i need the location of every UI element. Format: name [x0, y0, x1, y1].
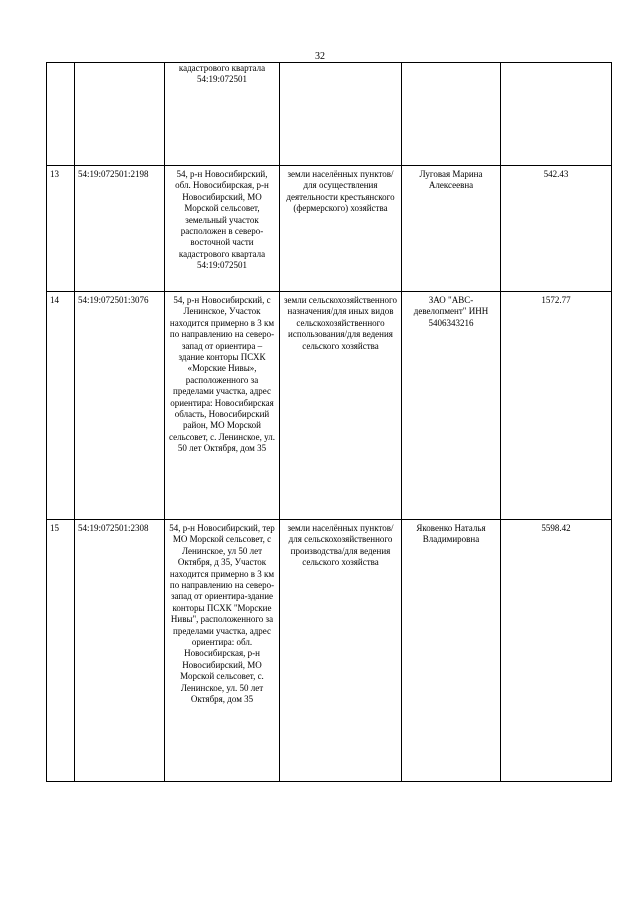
address-cell: кадастрового квартала 54:19:072501 — [165, 63, 280, 166]
address-cell: 54, р-н Новосибирский, обл. Новосибирская, р-н Новосибирский, МО Морской сельсовет, земельный участок расположен в северо-восточной части кадастрового квартала 54:19:072501 — [165, 166, 280, 292]
table-row — [47, 166, 612, 292]
table-row — [47, 520, 612, 782]
land-category-cell: земли сельскохозяйственного назначения/для иных видов сельскохозяйственного использования/для ведения сельского хозяйства — [280, 292, 402, 520]
area-cell — [501, 63, 612, 166]
owner-cell — [402, 63, 501, 166]
cadastral-number — [75, 63, 165, 166]
owner-cell: Яковенко Наталья Владимировна — [402, 520, 501, 782]
table-row — [47, 63, 612, 166]
owner-cell: Луговая Марина Алексеевна — [402, 166, 501, 292]
land-category-cell: земли населённых пунктов/для сельскохозяйственного производства/для ведения сельского хозяйства — [280, 520, 402, 782]
address-cell: 54, р-н Новосибирский, с Ленинское, Участок находится примерно в 3 км по направлению на северо-запад от ориентира – здание конторы ПСХК «Морские Нивы», расположенного за пределами участка, адрес ориентира: Новосибирская область, Новосибирский район, МО Морской сельсовет, с. Ленинское, ул. 50 лет Октября, дом 35 — [165, 292, 280, 520]
land-category-cell — [280, 63, 402, 166]
area-cell: 542.43 — [501, 166, 612, 292]
page-number: 32 — [315, 51, 325, 62]
land-registry-table — [46, 62, 612, 782]
table-row — [47, 292, 612, 520]
address-cell: 54, р-н Новосибирский, тер МО Морской сельсовет, с Ленинское, ул 50 лет Октября, д 35, Участок находится примерно в 3 км по направлению на северо-запад от ориентира-здание конторы ПСХК "Морские Нивы", расположенного за пределами участка, адрес ориентира: обл. Новосибирская, р-н Новосибирский, МО Морской сельсовет, с. Ленинское, ул. 50 лет Октября, дом 35 — [165, 520, 280, 782]
area-cell: 1572.77 — [501, 292, 612, 520]
area-cell: 5598.42 — [501, 520, 612, 782]
row-number: 13 — [47, 166, 75, 292]
row-number: 15 — [47, 520, 75, 782]
land-category-cell: земли населённых пунктов/для осуществления деятельности крестьянского (фермерского) хозяйства — [280, 166, 402, 292]
row-number — [47, 63, 75, 166]
cadastral-number: 54:19:072501:3076 — [75, 292, 165, 520]
cadastral-number: 54:19:072501:2308 — [75, 520, 165, 782]
cadastral-number: 54:19:072501:2198 — [75, 166, 165, 292]
row-number: 14 — [47, 292, 75, 520]
owner-cell: ЗАО "АВС-девелопмент" ИНН 5406343216 — [402, 292, 501, 520]
